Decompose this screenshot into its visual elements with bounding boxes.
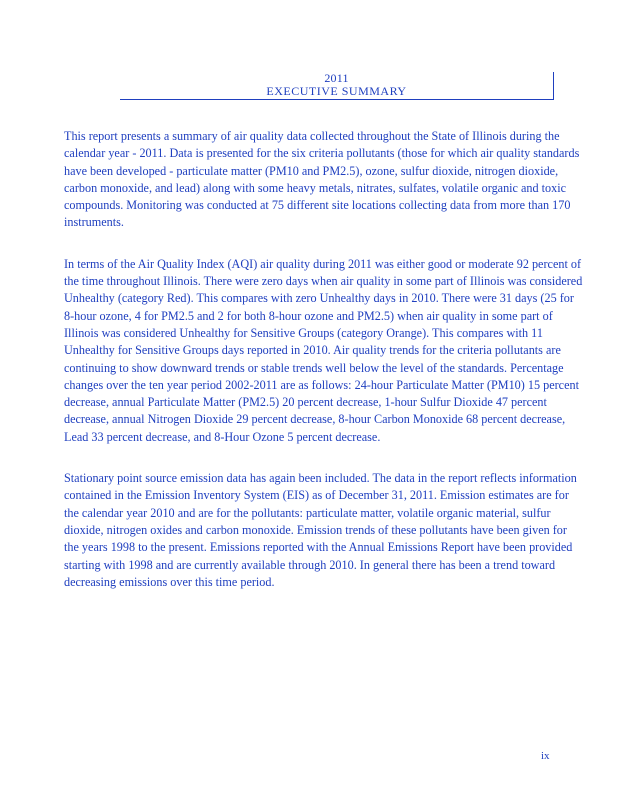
header-year: 2011: [324, 71, 349, 85]
summary-body: [64, 128, 584, 615]
page-number: ix: [541, 750, 550, 762]
section-header: [120, 72, 554, 100]
paragraph-aqi: In terms of the Air Quality Index (AQI) air quality during 2011 was either good or moderate 92 percent of the time throughout Illinois. There were zero days when air quality in some part of Illinois was considered Unhealthy (category Red). This compares with zero Unhealthy days in 2010. There were 31 days (25 for 8-hour ozone, 4 for PM2.5 and 2 for both 8-hour ozone and PM2.5) when air quality in some part of Illinois was considered Unhealthy for Sensitive Groups (category Orange). This compares with 11 Unhealthy for Sensitive Groups days reported in 2010. Air quality trends for the criteria pollutants are continuing to show downward trends or stable trends well below the level of the standards. Percentage changes over the ten year period 2002-2011 are as follows: 24-hour Particulate Matter (PM10) 15 percent decrease, annual Particulate Matter (PM2.5) 20 percent decrease, 1-hour Sulfur Dioxide 47 percent decrease, annual Nitrogen Dioxide 29 percent decrease, 8-hour Carbon Monoxide 68 percent decrease, Lead 33 percent decrease, and 8-Hour Ozone 5 percent decrease.: [64, 256, 583, 444]
section-title: EXECUTIVE SUMMARY: [266, 84, 407, 98]
paragraph-emissions: Stationary point source emission data has again been included. The data in the report reflects information contained in the Emission Inventory System (EIS) as of December 31, 2011. Emission estimates are for the calendar year 2010 and are for the pollutants: particulate matter, volatile organic material, sulfur dioxide, nitrogen oxides and carbon monoxide. Emission trends of these pollutants have been given for the years 1998 to the present. Emissions reported with the Annual Emissions Report have been provided starting with 1998 and are currently available through 2010. In general there has been a trend toward decreasing emissions over this time period.: [64, 471, 577, 589]
paragraph-overview: This report presents a summary of air quality data collected throughout the State of Illinois during the calendar year - 2011. Data is presented for the six criteria pollutants (those for which air quality standards have been developed - particulate matter (PM10 and PM2.5), ozone, sulfur dioxide, nitrogen dioxide, carbon monoxide, and lead) along with some heavy metals, nitrates, sulfates, volatile organic and toxic compounds. Monitoring was conducted at 75 different site locations collecting data from more than 170 instruments.: [64, 129, 580, 230]
